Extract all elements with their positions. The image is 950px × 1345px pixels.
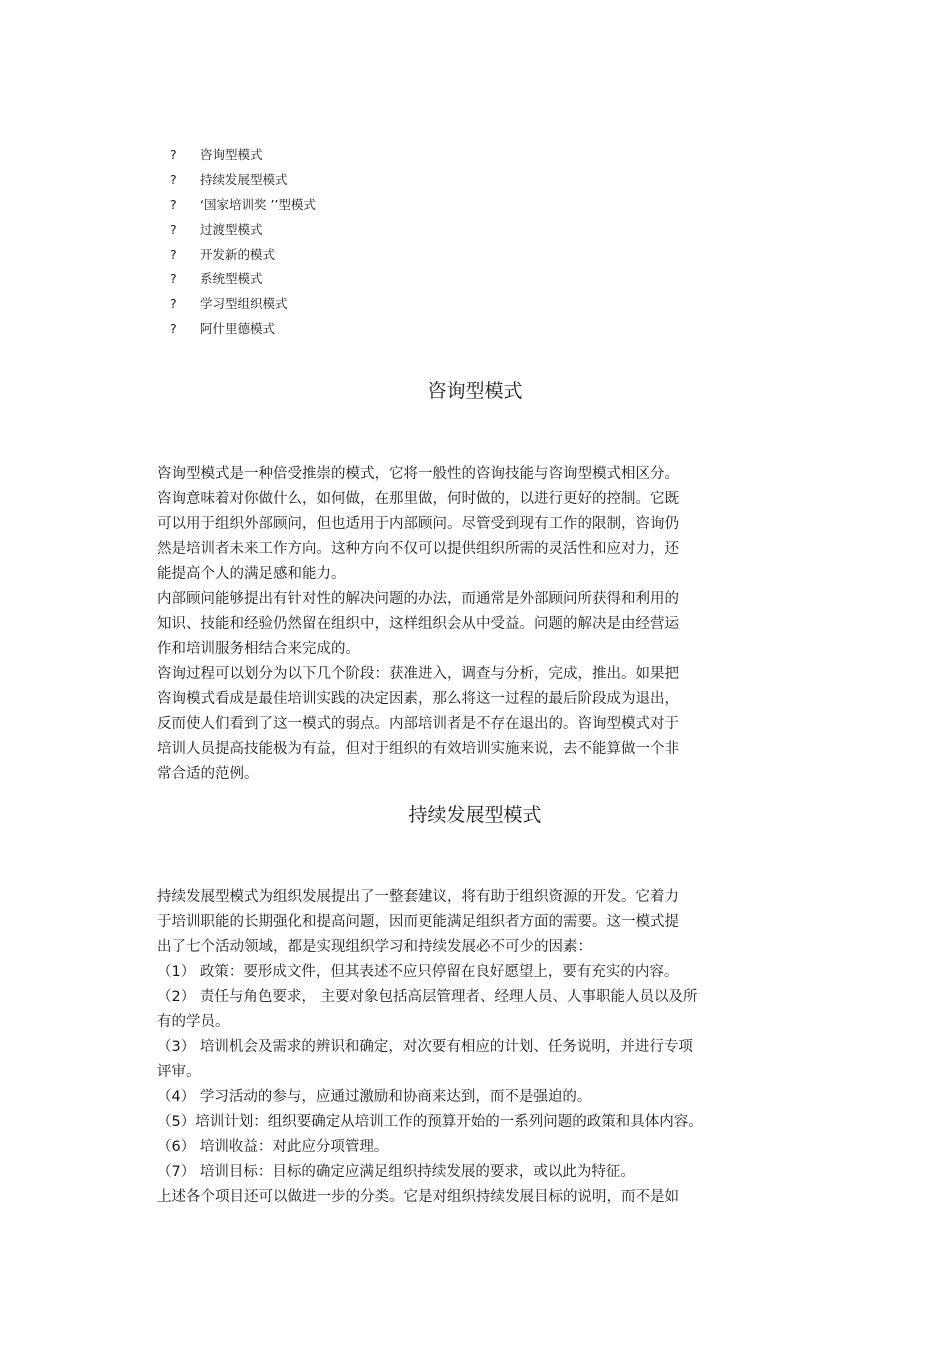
- text-line: 于培训职能的长期强化和提高问题，因而更能满足组织者方面的需要。这一模式提: [157, 914, 679, 930]
- list-item: [170, 270, 570, 295]
- list-item: [170, 320, 570, 345]
- text-line: （1） 政策：要形成文件，但其表述不应只停留在良好愿望上，要有充实的内容。: [157, 964, 679, 980]
- list-item-label: 持续发展型模式: [200, 171, 288, 187]
- text-line: 知识、技能和经验仍然留在组织中，这样组织会从中受益。问题的解决是由经营运: [157, 616, 679, 632]
- bullet-icon: ?: [170, 147, 177, 162]
- list-item: [170, 295, 570, 320]
- list-item-label: 阿什里德模式: [200, 321, 276, 337]
- text-line: 评审。: [157, 1064, 201, 1080]
- list-item-label: 过渡型模式: [200, 221, 263, 237]
- model-list: [170, 146, 570, 345]
- section-title-continuous-development: 持续发展型模式: [408, 804, 542, 826]
- bullet-icon: ?: [170, 246, 177, 262]
- bullet-icon: ?: [170, 271, 177, 287]
- text-line: 然是培训者未来工作方向。这种方向不仅可以提供组织所需的灵活性和应对力，还: [157, 541, 679, 557]
- text-line: 有的学员。: [157, 1014, 230, 1030]
- section-body-consulting: [157, 462, 777, 787]
- text-line: 可以用于组织外部顾问，但也适用于内部顾问。尽管受到现有工作的限制，咨询仍: [157, 516, 679, 532]
- text-line: 咨询型模式是一种倍受推崇的模式，它将一般性的咨询技能与咨询型模式相区分。: [157, 466, 679, 482]
- section-body-continuous-development: [157, 885, 777, 1210]
- bullet-icon: ?: [170, 171, 177, 187]
- list-item-label: 咨询型模式: [200, 147, 263, 162]
- bullet-icon: ?: [170, 321, 177, 337]
- text-line: （2） 责任与角色要求， 主要对象包括高层管理者、经理人员、人事职能人员以及所: [157, 989, 698, 1005]
- text-line: 上述各个项目还可以做进一步的分类。它是对组织持续发展目标的说明，而不是如: [157, 1189, 679, 1205]
- text-line: （6） 培训收益：对此应分项管理。: [157, 1139, 389, 1155]
- text-line: 咨询过程可以划分为以下几个阶段：获准进入，调查与分析，完成，推出。如果把: [157, 666, 679, 682]
- text-line: 持续发展型模式为组织发展提出了一整套建议，将有助于组织资源的开发。它着力: [157, 889, 679, 905]
- text-line: （5）培训计划：组织要确定从培训工作的预算开始的一系列问题的政策和具体内容。: [157, 1114, 703, 1130]
- list-item-label: ‘国家培训奖 ’’型模式: [200, 196, 316, 212]
- text-line: 作和培训服务相结合来完成的。: [157, 641, 360, 657]
- list-item: [170, 221, 570, 246]
- list-item-label: 学习型组织模式: [200, 296, 288, 312]
- text-line: 反而使人们看到了这一模式的弱点。内部培训者是不存在退出的。咨询型模式对于: [157, 716, 679, 732]
- text-line: 咨询模式看成是最佳培训实践的决定因素，那么将这一过程的最后阶段成为退出，: [157, 691, 679, 707]
- text-line: （3） 培训机会及需求的辨识和确定，对次要有相应的计划、任务说明，并进行专项: [157, 1039, 693, 1055]
- text-line: （7） 培训目标：目标的确定应满足组织持续发展的要求，或以此为特征。: [157, 1164, 635, 1180]
- list-item-label: 系统型模式: [200, 271, 263, 287]
- text-line: （4） 学习活动的参与，应通过激励和协商来达到，而不是强迫的。: [157, 1089, 592, 1105]
- text-line: 能提高个人的满足感和能力。: [157, 566, 346, 582]
- list-item: [170, 171, 570, 196]
- text-line: 内部顾问能够提出有针对性的解决问题的办法，而通常是外部顾问所获得和利用的: [157, 591, 679, 607]
- bullet-icon: ?: [170, 196, 177, 212]
- text-line: 常合适的范例。: [157, 766, 259, 782]
- text-line: 咨询意味着对你做什么，如何做，在那里做，何时做的，以进行更好的控制。它既: [157, 491, 679, 507]
- list-item: [170, 246, 570, 271]
- text-line: 出了七个活动领域，都是实现组织学习和持续发展必不可少的因素：: [157, 939, 592, 955]
- text-line: 培训人员提高技能极为有益，但对于组织的有效培训实施来说，去不能算做一个非: [157, 741, 679, 757]
- bullet-icon: ?: [170, 296, 177, 312]
- list-item: [170, 196, 570, 221]
- list-item: [170, 146, 570, 171]
- bullet-icon: ?: [170, 221, 177, 237]
- section-title-consulting: 咨询型模式: [427, 380, 523, 402]
- list-item-label: 开发新的模式: [200, 246, 276, 262]
